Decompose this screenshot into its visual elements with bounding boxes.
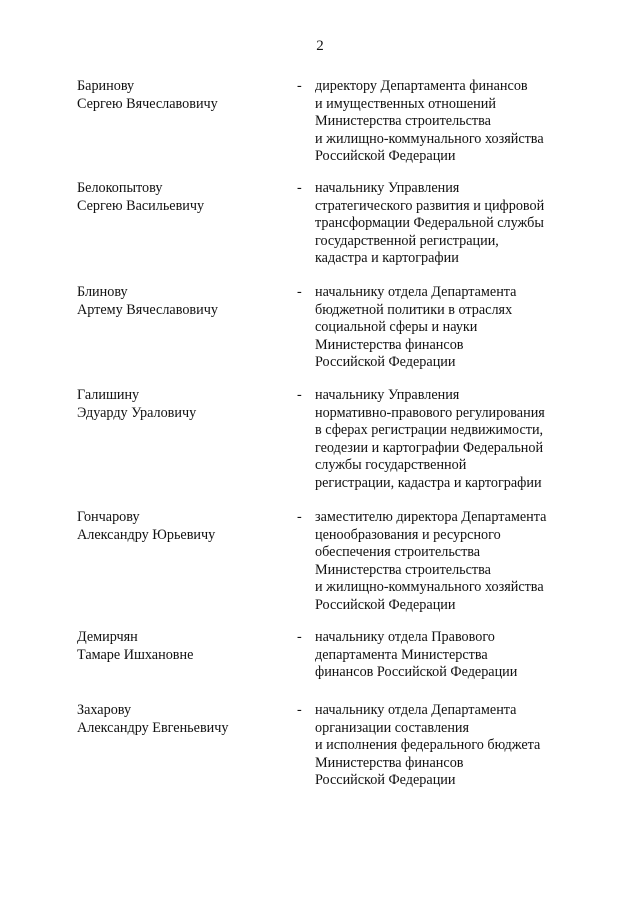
appointee-position-line: и имущественных отношений [315, 95, 496, 112]
appointee-name-line: Сергею Васильевичу [77, 197, 205, 214]
appointee-name-line: Баринову [77, 78, 135, 94]
appointee-position-line: и исполнения федерального бюджета [315, 737, 541, 754]
appointee-position-line: Министерства строительства [315, 113, 491, 130]
appointee-position-line: и жилищно-коммунального хозяйства [315, 130, 544, 147]
appointee-position-line: финансов Российской Федерации [315, 664, 518, 681]
appointee-name [77, 629, 287, 664]
appointee-position [315, 180, 635, 268]
appointee-position-line: стратегического развития и цифровой [315, 197, 545, 214]
appointee-name [77, 180, 287, 215]
appointee-name-line: Белокопытову [77, 180, 163, 196]
separator-dash: - [297, 387, 302, 403]
appointee-position-line: ценообразования и ресурсного [315, 526, 501, 543]
appointee-name [77, 509, 287, 544]
appointee-position-line: в сферах регистрации недвижимости, [315, 422, 544, 439]
appointee-name-line: Александру Евгеньевичу [77, 719, 229, 736]
appointee-position-line: регистрации, кадастра и картографии [315, 474, 542, 491]
appointee-position-line: начальнику отдела Департамента [315, 702, 517, 718]
separator-dash: - [297, 78, 302, 94]
appointee-name-line: Эдуарду Ураловичу [77, 404, 197, 421]
appointee-position-line: социальной сферы и науки [315, 319, 478, 336]
appointee-position-line: Министерства финансов [315, 754, 464, 771]
appointee-position [315, 284, 635, 372]
appointee-position [315, 629, 635, 682]
appointee-position-line: начальнику Управления [315, 387, 460, 403]
appointee-position-line: директору Департамента финансов [315, 78, 528, 94]
appointee-name [77, 284, 287, 319]
appointee-position-line: Министерства строительства [315, 561, 491, 578]
appointee-position-line: Российской Федерации [315, 596, 456, 613]
appointee-position-line: службы государственной [315, 457, 467, 474]
appointee-position-line: заместителю директора Департамента [315, 509, 547, 525]
appointee-position [315, 387, 635, 493]
appointee-name-line: Галишину [77, 387, 140, 403]
appointee-name-line: Тамаре Ишхановне [77, 646, 194, 663]
appointee-name [77, 78, 287, 113]
appointee-name-line: Сергею Вячеславовичу [77, 95, 218, 112]
appointee-position-line: геодезии и картографии Федеральной [315, 439, 544, 456]
appointee-name-line: Гончарову [77, 509, 140, 525]
separator-dash: - [297, 629, 302, 645]
appointee-position-line: организации составления [315, 719, 470, 736]
appointee-position-line: Российской Федерации [315, 148, 456, 165]
appointee-position-line: бюджетной политики в отраслях [315, 301, 513, 318]
appointee-name-line: Захарову [77, 702, 132, 718]
appointee-name-line: Артему Вячеславовичу [77, 301, 218, 318]
separator-dash: - [297, 284, 302, 300]
appointee-position-line: Российской Федерации [315, 772, 456, 789]
appointee-position [315, 509, 635, 615]
appointee-position-line: кадастра и картографии [315, 250, 459, 267]
appointee-position [315, 78, 635, 166]
appointee-position-line: начальнику Управления [315, 180, 460, 196]
page-number: 2 [316, 38, 324, 54]
separator-dash: - [297, 702, 302, 718]
appointee-position-line: нормативно-правового регулирования [315, 404, 545, 421]
appointee-name [77, 387, 287, 422]
appointee-name-line: Блинову [77, 284, 128, 300]
appointee-position-line: начальнику отдела Департамента [315, 284, 517, 300]
appointee-position-line: Министерства финансов [315, 336, 464, 353]
appointee-name-line: Александру Юрьевичу [77, 526, 216, 543]
appointee-name-line: Демирчян [77, 629, 138, 645]
appointee-position-line: трансформации Федеральной службы [315, 215, 544, 232]
appointee-position-line: департамента Министерства [315, 646, 488, 663]
appointee-position-line: Российской Федерации [315, 354, 456, 371]
appointee-position-line: обеспечения строительства [315, 544, 481, 561]
separator-dash: - [297, 180, 302, 196]
appointee-position-line: и жилищно-коммунального хозяйства [315, 579, 544, 596]
appointee-position-line: начальнику отдела Правового [315, 629, 495, 645]
appointee-position [315, 702, 635, 790]
appointee-name [77, 702, 287, 737]
separator-dash: - [297, 509, 302, 525]
appointee-position-line: государственной регистрации, [315, 232, 499, 249]
